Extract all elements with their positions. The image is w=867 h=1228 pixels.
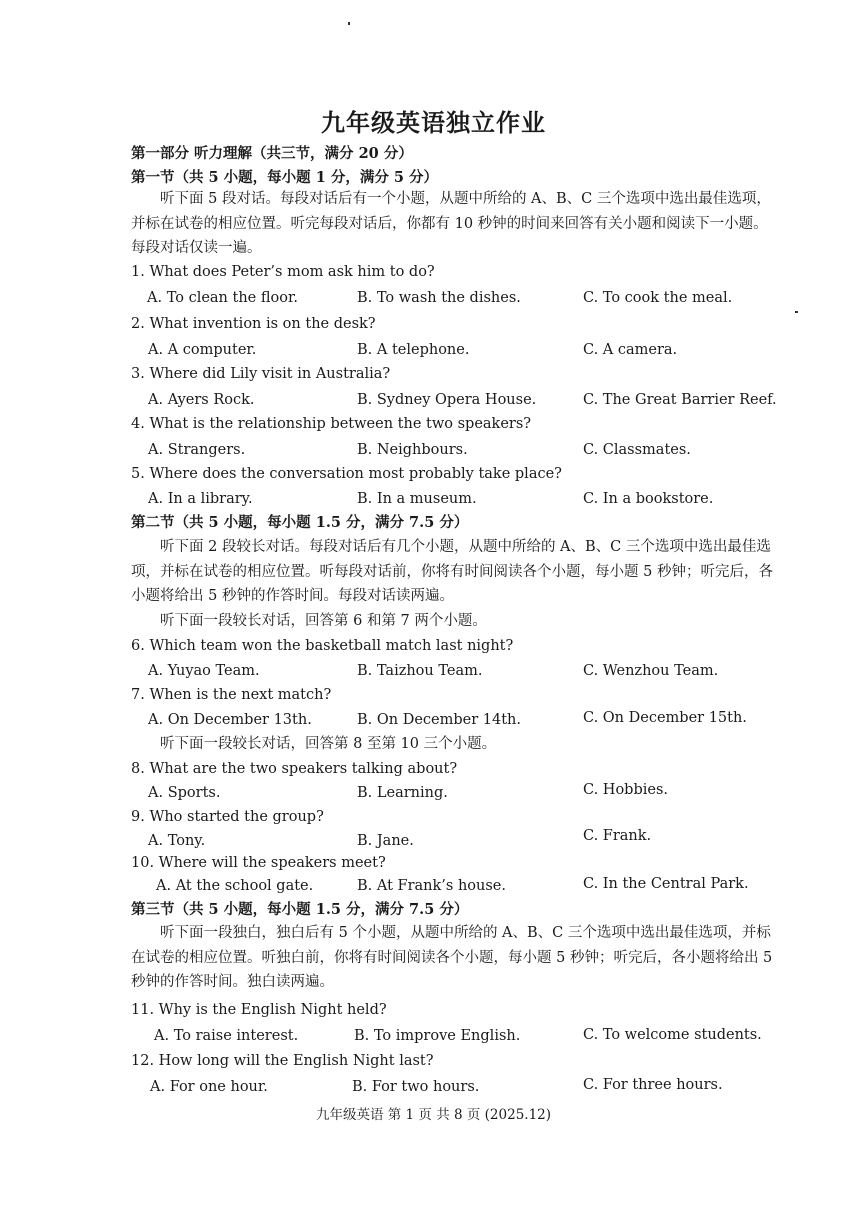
- question-9: 9. Who started the group?: [131, 809, 324, 825]
- question-12-option-b: B. For two hours.: [352, 1079, 480, 1095]
- question-9-option-b: B. Jane.: [357, 833, 414, 849]
- question-1: 1. What does Peter’s mom ask him to do?: [131, 264, 435, 280]
- question-8-option-a: A. Sports.: [148, 785, 221, 801]
- question-10-option-c: C. In the Central Park.: [583, 876, 749, 892]
- question-6: 6. Which team won the basketball match last night?: [131, 638, 514, 654]
- question-5: 5. Where does the conversation most probably take place?: [131, 466, 562, 482]
- question-9-option-c: C. Frank.: [583, 828, 652, 844]
- question-9-option-a: A. Tony.: [148, 833, 206, 849]
- question-3: 3. Where did Lily visit in Australia?: [131, 366, 391, 382]
- section1-heading: 第一节（共 5 小题，每小题 1 分，满分 5 分）: [131, 169, 439, 186]
- question-1-option-c: C. To cook the meal.: [583, 290, 733, 306]
- question-2-option-a: A. A computer.: [148, 342, 257, 358]
- question-8-option-b: B. Learning.: [357, 785, 448, 801]
- question-2-option-b: B. A telephone.: [357, 342, 470, 358]
- question-10-option-b: B. At Frank’s house.: [357, 878, 506, 894]
- question-11-option-b: B. To improve English.: [354, 1028, 521, 1044]
- question-5-option-c: C. In a bookstore.: [583, 491, 714, 507]
- section1-instruction: 听下面 5 段对话。每段对话后有一个小题，从题中所给的 A、B、C 三个选项中选出最佳选项，并标在试卷的相应位置。听完每段对话后，你都有 10 秒钟的时间来回答有关小题和阅读下一小题。每段对话仅读一遍。: [131, 191, 771, 256]
- question-1-option-a: A. To clean the floor.: [147, 290, 298, 306]
- question-8: 8. What are the two speakers talking about?: [131, 761, 458, 777]
- section3-heading: 第三节（共 5 小题，每小题 1.5 分，满分 7.5 分）: [131, 901, 469, 918]
- page-footer: 九年级英语 第 1 页 共 8 页 (2025.12): [315, 1107, 552, 1123]
- section2-sub-instruction-2: 听下面一段较长对话，回答第 8 至第 10 三个小题。: [160, 736, 497, 752]
- section2-sub-instruction-1: 听下面一段较长对话，回答第 6 和第 7 两个小题。: [160, 613, 487, 629]
- question-2: 2. What invention is on the desk?: [131, 316, 376, 332]
- question-1-option-b: B. To wash the dishes.: [357, 290, 521, 306]
- question-4: 4. What is the relationship between the two speakers?: [131, 416, 532, 432]
- question-4-option-c: C. Classmates.: [583, 442, 691, 458]
- scan-speck: [348, 22, 350, 25]
- question-11: 11. Why is the English Night held?: [131, 1002, 387, 1018]
- scan-speck: [795, 311, 798, 313]
- question-7-option-a: A. On December 13th.: [148, 712, 312, 728]
- question-6-option-c: C. Wenzhou Team.: [583, 663, 719, 679]
- question-5-option-a: A. In a library.: [148, 491, 253, 507]
- question-12-option-c: C. For three hours.: [583, 1077, 723, 1093]
- question-7: 7. When is the next match?: [131, 687, 332, 703]
- question-4-option-b: B. Neighbours.: [357, 442, 468, 458]
- question-10: 10. Where will the speakers meet?: [131, 855, 386, 871]
- question-2-option-c: C. A camera.: [583, 342, 678, 358]
- question-10-option-a: A. At the school gate.: [156, 878, 314, 894]
- question-7-option-b: B. On December 14th.: [357, 712, 521, 728]
- question-12-option-a: A. For one hour.: [150, 1079, 268, 1095]
- question-5-option-b: B. In a museum.: [357, 491, 477, 507]
- section2-instruction: 听下面 2 段较长对话。每段对话后有几个小题，从题中所给的 A、B、C 三个选项中选出最佳选项，并标在试卷的相应位置。听每段对话前，你将有时间阅读各个小题，每小题 5 秒钟；听完后，各小题将给出 5 秒钟的作答时间。每段对话读两遍。: [131, 539, 773, 604]
- question-12: 12. How long will the English Night last?: [131, 1053, 434, 1069]
- question-3-option-b: B. Sydney Opera House.: [357, 392, 537, 408]
- page-title: 九年级英语独立作业: [321, 108, 546, 137]
- question-11-option-c: C. To welcome students.: [583, 1027, 762, 1043]
- section3-instruction: 听下面一段独白，独白后有 5 个小题，从题中所给的 A、B、C 三个选项中选出最佳选项，并标在试卷的相应位置。听独白前，你将有时间阅读各个小题，每小题 5 秒钟；听完后，各小题将给出 5 秒钟的作答时间。独白读两遍。: [131, 925, 773, 990]
- section2-heading: 第二节（共 5 小题，每小题 1.5 分，满分 7.5 分）: [131, 514, 469, 531]
- question-6-option-a: A. Yuyao Team.: [148, 663, 260, 679]
- question-7-option-c: C. On December 15th.: [583, 710, 747, 726]
- question-6-option-b: B. Taizhou Team.: [357, 663, 483, 679]
- question-4-option-a: A. Strangers.: [148, 442, 246, 458]
- part1-heading: 第一部分 听力理解（共三节，满分 20 分）: [131, 145, 413, 162]
- question-3-option-a: A. Ayers Rock.: [148, 392, 255, 408]
- question-3-option-c: C. The Great Barrier Reef.: [583, 392, 777, 408]
- question-8-option-c: C. Hobbies.: [583, 782, 669, 798]
- question-11-option-a: A. To raise interest.: [154, 1028, 299, 1044]
